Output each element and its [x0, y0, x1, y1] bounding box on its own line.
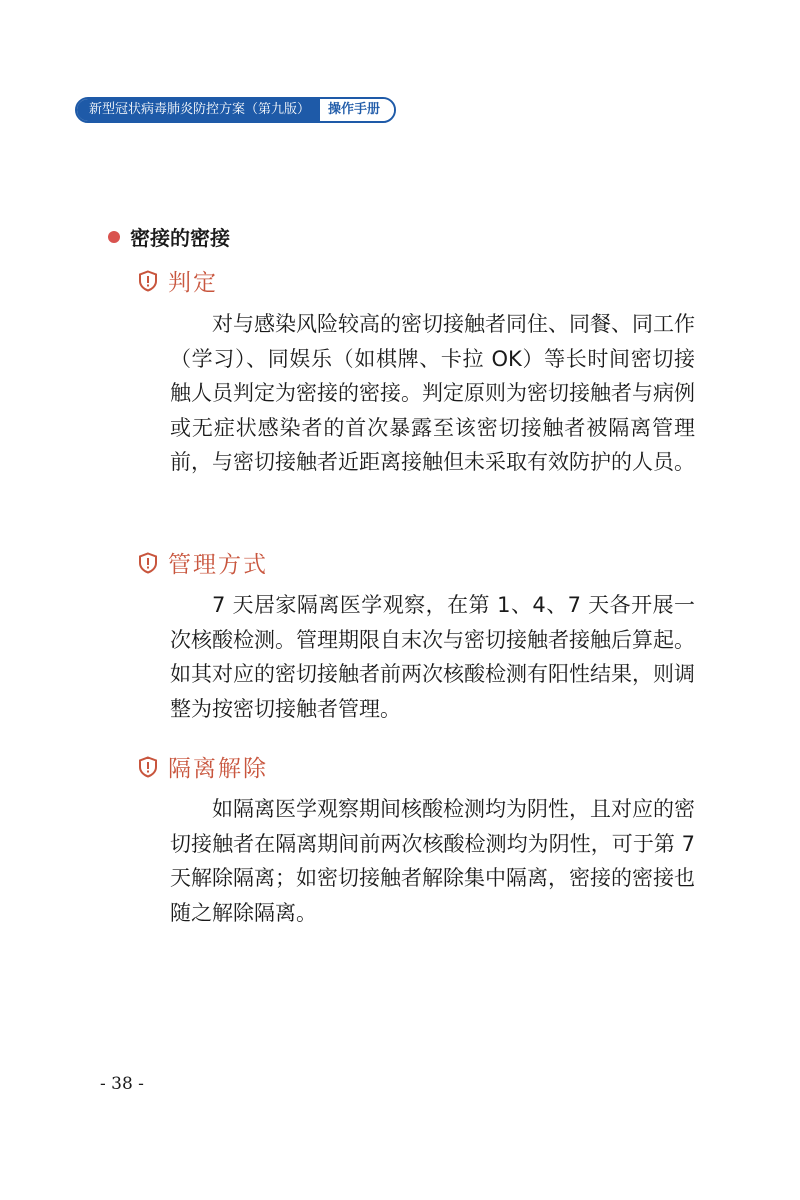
subheading-label: 判定	[168, 270, 218, 296]
header-subtitle: 操作手册	[320, 99, 394, 121]
section-heading	[108, 222, 230, 251]
page-number: - 38 -	[100, 1074, 144, 1094]
subheading-judgement	[138, 264, 218, 297]
subheading-management	[138, 546, 268, 579]
shield-alert-icon	[138, 552, 158, 574]
bullet-dot-icon	[108, 231, 120, 243]
paragraph-judgement: 对与感染风险较高的密切接触者同住、同餐、同工作（学习）、同娱乐（如棋牌、卡拉 OK）等长时间密切接触人员判定为密接的密接。判定原则为密切接触者与病例或无症状感染者的首次暴露至该密切接触者被隔离管理前，与密切接触者近距离接触但未采取有效防护的人员。	[170, 312, 695, 474]
paragraph-release: 如隔离医学观察期间核酸检测均为阴性，且对应的密切接触者在隔离期间前两次核酸检测均为阴性，可于第 7 天解除隔离；如密切接触者解除集中隔离，密接的密接也随之解除隔离。	[170, 797, 695, 925]
header-title: 新型冠状病毒肺炎防控方案（第九版）	[77, 99, 320, 121]
section-title: 密接的密接	[130, 226, 230, 250]
shield-alert-icon	[138, 756, 158, 778]
paragraph-management: 7 天居家隔离医学观察，在第 1、4、7 天各开展一次核酸检测。管理期限自末次与密切接触者接触后算起。如其对应的密切接触者前两次核酸检测有阳性结果，则调整为按密切接触者管理。	[170, 593, 695, 721]
subheading-label: 管理方式	[168, 552, 268, 578]
header-banner	[75, 97, 396, 123]
subheading-label: 隔离解除	[168, 756, 268, 782]
subheading-release	[138, 750, 268, 783]
shield-alert-icon	[138, 270, 158, 292]
